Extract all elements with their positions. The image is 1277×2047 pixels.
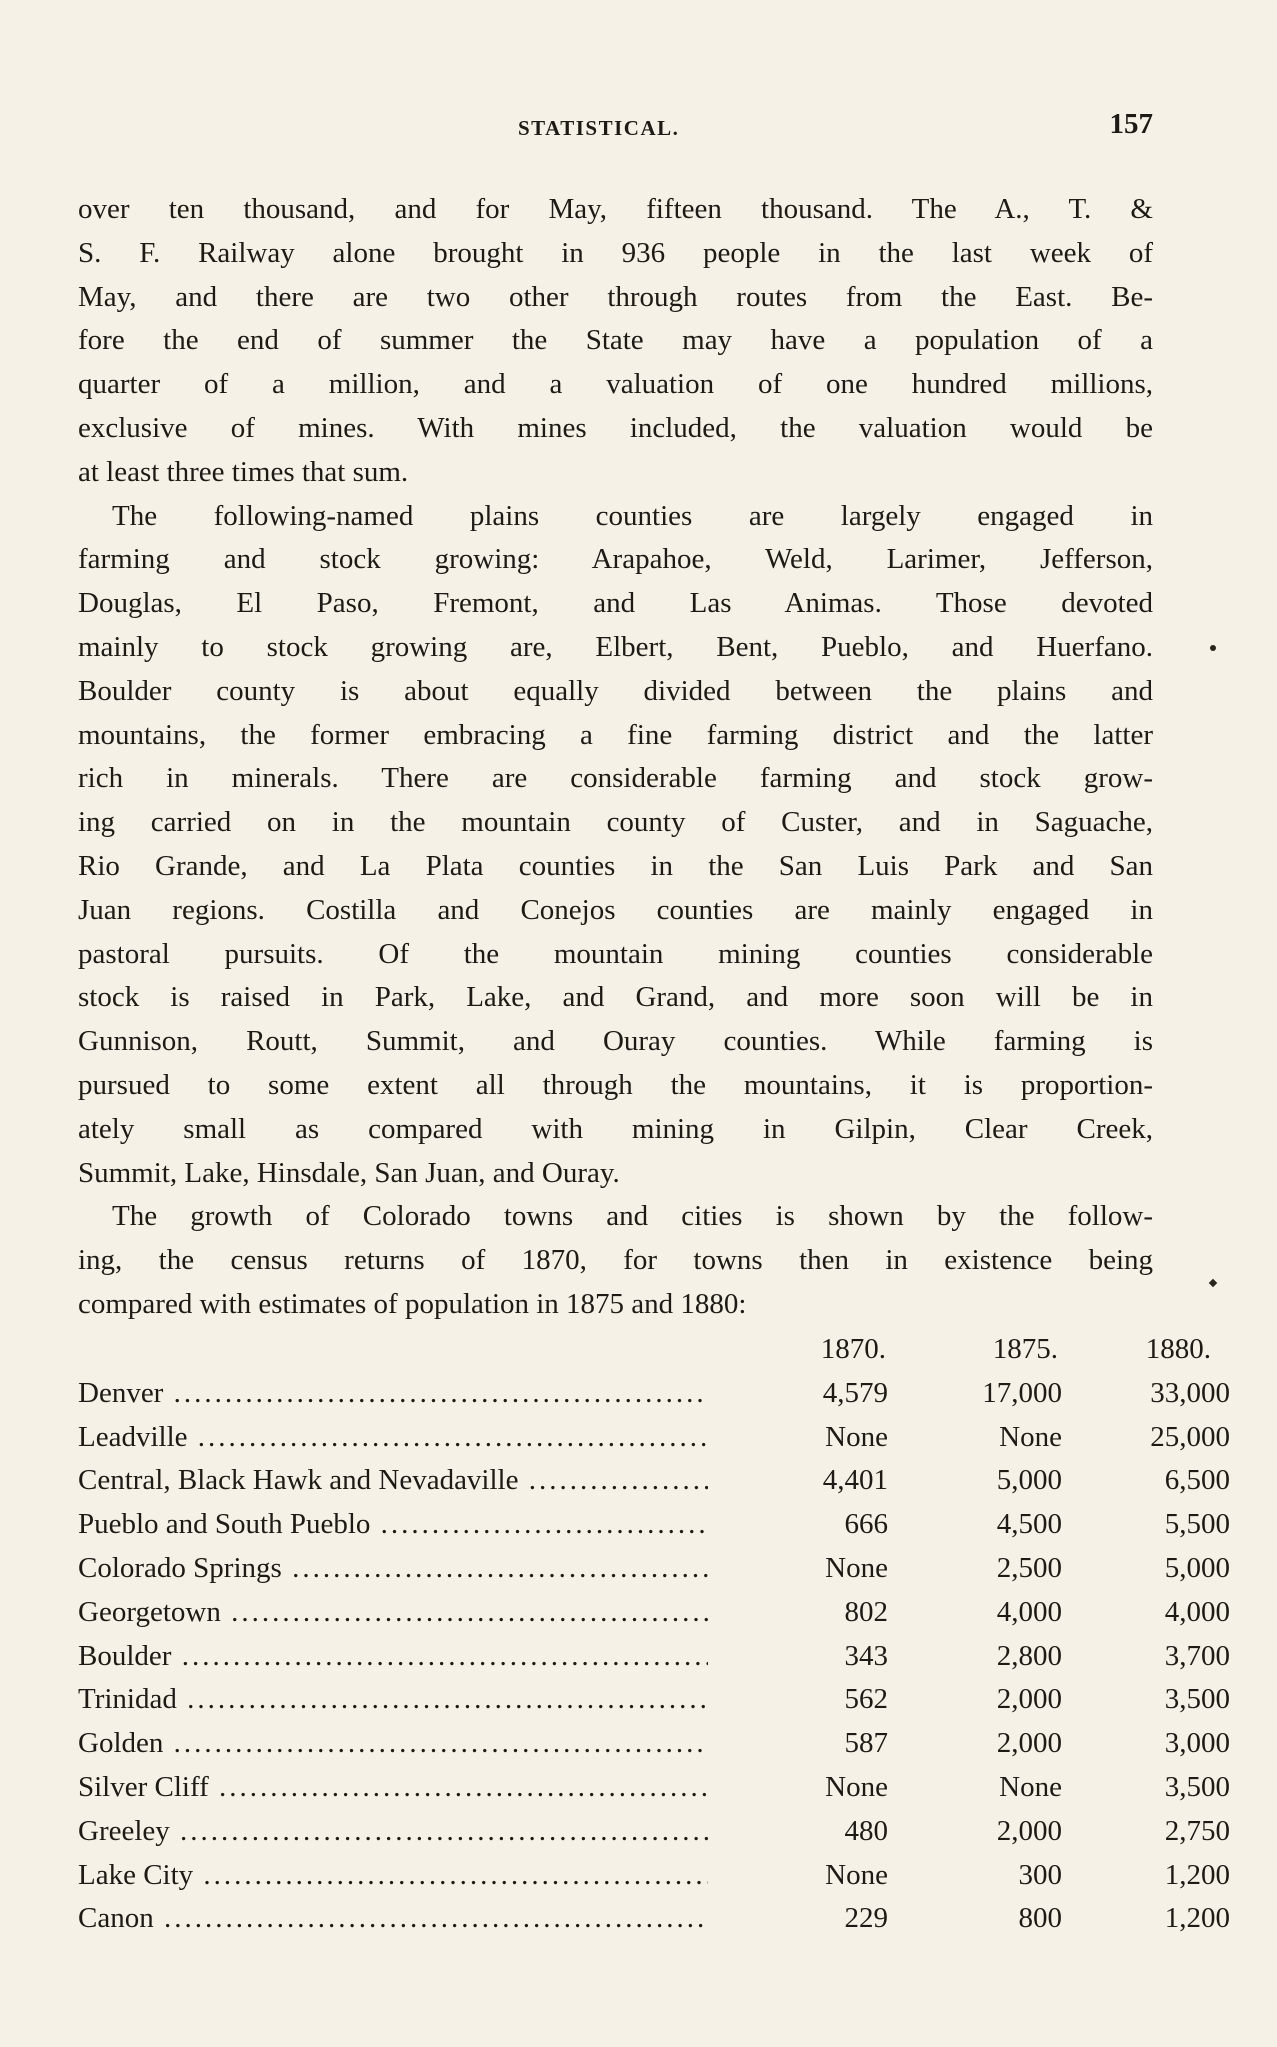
text-line: The growth of Colorado towns and cities is shown by the follow- [112, 1200, 1153, 1233]
table-row [78, 1854, 1230, 1898]
population-1880: 1,200 [1164, 1902, 1230, 1935]
population-1870: None [825, 1770, 888, 1803]
column-header-1870: 1870. [820, 1333, 886, 1365]
body-text [78, 188, 1153, 1327]
population-1875: 2,800 [996, 1639, 1062, 1672]
text-line: quarter of a million, and a valuation of one hundred millions, [78, 368, 1153, 401]
text-line: fore the end of summer the State may have a population of a [78, 324, 1153, 357]
text-line: May, and there are two other through routes from the East. Be- [78, 280, 1153, 313]
text-line: compared with estimates of population in 1875 and 1880: [78, 1287, 747, 1320]
text-line: stock is raised in Park, Lake, and Grand, and more soon will be in [78, 981, 1153, 1014]
text-line: Gunnison, Routt, Summit, and Ouray counties. While farming is [78, 1025, 1153, 1058]
population-1880: 25,000 [1150, 1420, 1230, 1453]
table-row [78, 1547, 1230, 1591]
town-name: Central, Black Hawk and Nevadaville ..... [78, 1459, 708, 1503]
town-name: Golden ..... [78, 1722, 708, 1766]
page-number: 157 [1109, 108, 1153, 140]
text-line: Douglas, El Paso, Fremont, and Las Animas. Those devoted [78, 587, 1153, 620]
text-line: rich in minerals. There are considerable farming and stock grow- [78, 762, 1153, 795]
table-row [78, 1678, 1230, 1722]
population-1880: 4,000 [1164, 1595, 1230, 1628]
text-line: ing carried on in the mountain county of Custer, and in Saguache, [78, 806, 1153, 839]
text-line: farming and stock growing: Arapahoe, Weld, Larimer, Jefferson, [78, 543, 1153, 576]
text-line: The following-named plains counties are largely engaged in [112, 499, 1153, 532]
town-name: Georgetown ..... [78, 1591, 708, 1635]
population-1870: 4,579 [822, 1376, 888, 1409]
table-row [78, 1635, 1230, 1679]
population-1875: None [999, 1420, 1062, 1453]
population-1870: 562 [844, 1683, 888, 1716]
population-1870: 343 [844, 1639, 888, 1672]
population-1870: 229 [844, 1902, 888, 1935]
table-row [78, 1459, 1230, 1503]
population-1870: 587 [844, 1727, 888, 1760]
town-name: Silver Cliff ..... [78, 1766, 708, 1810]
text-line: ing, the census returns of 1870, for towns then in existence being [78, 1244, 1153, 1277]
text-line: Boulder county is about equally divided between the plains and [78, 674, 1153, 707]
column-header-1875: 1875. [992, 1333, 1058, 1365]
text-line: over ten thousand, and for May, fifteen thousand. The A., T. & [78, 193, 1153, 225]
population-1870: None [825, 1420, 888, 1453]
table-row [78, 1591, 1230, 1635]
running-head [78, 108, 1153, 148]
table-row [78, 1766, 1230, 1810]
text-line: mountains, the former embracing a fine farming district and the latter [78, 718, 1153, 751]
table-row [78, 1503, 1230, 1547]
population-1870: None [825, 1551, 888, 1584]
population-1870: 480 [844, 1814, 888, 1847]
table-row [78, 1897, 1230, 1941]
town-name: Boulder ..... [78, 1635, 708, 1679]
population-1880: 3,500 [1164, 1770, 1230, 1803]
population-1875: 4,500 [996, 1508, 1062, 1541]
town-name: Colorado Springs ..... [78, 1547, 708, 1591]
margin-mark [1209, 1279, 1217, 1287]
population-1880: 33,000 [1150, 1376, 1230, 1409]
population-1880: 3,700 [1164, 1639, 1230, 1672]
population-1880: 2,750 [1164, 1814, 1230, 1847]
town-name: Leadville ..... [78, 1416, 708, 1460]
population-1875: 2,000 [996, 1727, 1062, 1760]
text-line: pursued to some extent all through the mountains, it is proportion- [78, 1068, 1153, 1101]
table-row [78, 1372, 1230, 1416]
population-1875: 2,000 [996, 1683, 1062, 1716]
population-1880: 5,000 [1164, 1551, 1230, 1584]
population-1875: 5,000 [996, 1464, 1062, 1497]
population-1870: None [825, 1858, 888, 1891]
town-name: Lake City ..... [78, 1854, 708, 1898]
population-1880: 3,500 [1164, 1683, 1230, 1716]
population-1875: 4,000 [996, 1595, 1062, 1628]
population-1875: None [999, 1770, 1062, 1803]
population-1875: 300 [1018, 1858, 1062, 1891]
town-name: Greeley ..... [78, 1810, 708, 1854]
population-table [78, 1328, 1230, 1941]
table-body [78, 1372, 1230, 1941]
population-1880: 6,500 [1164, 1464, 1230, 1497]
text-line: S. F. Railway alone brought in 936 people in the last week of [78, 236, 1153, 269]
population-1870: 802 [844, 1595, 888, 1628]
running-title: STATISTICAL. [518, 116, 680, 140]
population-1880: 3,000 [1164, 1727, 1230, 1760]
population-1875: 17,000 [982, 1376, 1062, 1409]
text-line: Juan regions. Costilla and Conejos counties are mainly engaged in [78, 893, 1153, 926]
text-line: Rio Grande, and La Plata counties in the San Luis Park and San [78, 849, 1153, 882]
population-1880: 1,200 [1164, 1858, 1230, 1891]
column-header-1880: 1880. [1145, 1333, 1211, 1365]
population-1870: 666 [844, 1508, 888, 1541]
town-name: Denver ..... [78, 1372, 708, 1416]
population-1875: 2,000 [996, 1814, 1062, 1847]
population-1875: 2,500 [996, 1551, 1062, 1584]
table-row [78, 1722, 1230, 1766]
text-line: exclusive of mines. With mines included, the valuation would be [78, 411, 1153, 444]
town-name: Pueblo and South Pueblo ..... [78, 1503, 708, 1547]
population-1875: 800 [1018, 1902, 1062, 1935]
text-line: mainly to stock growing are, Elbert, Bent, Pueblo, and Huerfano. [78, 630, 1153, 663]
town-name: Trinidad ..... [78, 1678, 708, 1722]
town-name: Canon ..... [78, 1897, 708, 1941]
table-header [78, 1328, 1211, 1372]
text-line: ately small as compared with mining in Gilpin, Clear Creek, [78, 1112, 1153, 1145]
margin-mark [1210, 645, 1216, 651]
text-line: pastoral pursuits. Of the mountain mining counties considerable [78, 937, 1153, 970]
table-row [78, 1416, 1230, 1460]
population-1880: 5,500 [1164, 1508, 1230, 1541]
population-1870: 4,401 [822, 1464, 888, 1497]
text-line: Summit, Lake, Hinsdale, San Juan, and Ouray. [78, 1156, 620, 1189]
text-line: at least three times that sum. [78, 455, 409, 488]
table-row [78, 1810, 1230, 1854]
